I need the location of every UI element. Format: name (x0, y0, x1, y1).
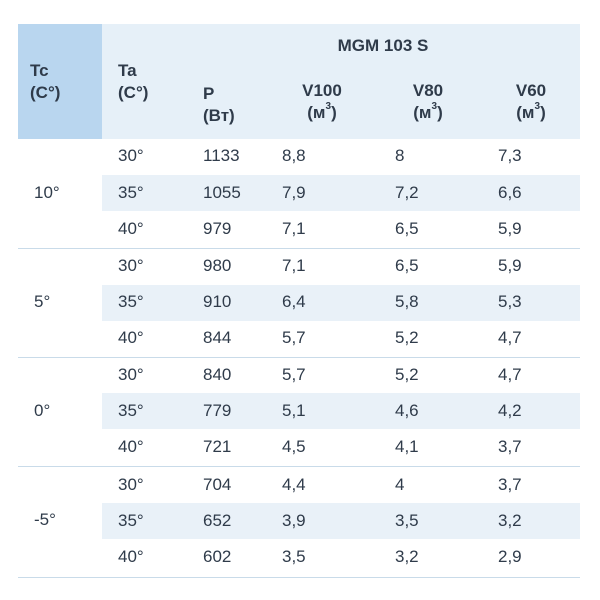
v60-cell: 6,6 (498, 183, 522, 202)
v60-cell: 4,7 (498, 365, 522, 384)
ta-cell: 40° (118, 328, 144, 347)
p-cell: 840 (203, 365, 232, 384)
v100-cell: 7,1 (282, 219, 306, 238)
v60-cell: 3,7 (498, 475, 522, 494)
ta-cell: 30° (118, 146, 144, 165)
v60-cell: 4,2 (498, 401, 522, 420)
table-title: MGM 103 S (337, 36, 429, 55)
performance-table (18, 24, 580, 578)
v80-cell: 3,2 (395, 547, 419, 566)
v60-cell: 4,7 (498, 328, 522, 347)
header-v80 (388, 80, 468, 124)
header-ta (118, 60, 148, 104)
p-cell: 779 (203, 401, 232, 420)
v60-cell: 2,9 (498, 547, 522, 566)
header-v60-label: V60 (515, 81, 547, 100)
header-p-unit: (Вт) (203, 106, 235, 125)
ta-cell: 35° (118, 401, 144, 420)
header-v80-unit: $(м^3)$ (413, 101, 443, 122)
p-cell: 721 (203, 437, 232, 456)
ta-cell: 30° (118, 365, 144, 384)
p-cell: 1055 (203, 183, 241, 202)
header-v100-unit: $(м^3)$ (307, 101, 337, 122)
ta-cell: 30° (118, 475, 144, 494)
ta-cell: 40° (118, 219, 144, 238)
group-divider (18, 357, 580, 358)
p-cell: 979 (203, 219, 232, 238)
header-v60 (491, 80, 571, 124)
v80-cell: 6,5 (395, 256, 419, 275)
header-ta-unit: (C°) (118, 83, 149, 102)
p-cell: 1133 (203, 146, 240, 165)
v100-cell: 8,8 (282, 146, 306, 165)
v80-cell: 4 (395, 475, 405, 494)
ta-cell: 35° (118, 511, 144, 530)
v100-cell: 5,1 (282, 401, 306, 420)
header-tc-label: Tc (30, 61, 49, 80)
header-v100-label: V100 (302, 81, 342, 100)
v80-cell: 5,8 (395, 292, 419, 311)
p-cell: 844 (203, 328, 232, 347)
tc-value: 0° (34, 401, 51, 420)
header-ta-label: Ta (118, 61, 137, 80)
v80-cell: 7,2 (395, 183, 419, 202)
v100-cell: 5,7 (282, 365, 306, 384)
table-bottom-rule (18, 577, 580, 578)
header-p (203, 83, 235, 127)
p-cell: 980 (203, 256, 232, 275)
v80-cell: 3,5 (395, 511, 419, 530)
group-divider (18, 248, 580, 249)
header-v100 (282, 80, 362, 124)
ta-cell: 40° (118, 437, 144, 456)
v100-cell: 6,4 (282, 292, 306, 311)
v100-cell: 3,5 (282, 547, 306, 566)
v60-cell: 5,3 (498, 292, 522, 311)
header-tc (30, 60, 60, 104)
v60-cell: 5,9 (498, 256, 522, 275)
v100-cell: 4,4 (282, 475, 306, 494)
p-cell: 602 (203, 547, 232, 566)
v60-cell: 3,7 (498, 437, 522, 456)
ta-cell: 40° (118, 547, 144, 566)
v100-cell: 7,9 (282, 183, 306, 202)
ta-cell: 35° (118, 292, 144, 311)
tc-value: -5° (34, 510, 56, 529)
ta-cell: 35° (118, 183, 144, 202)
tc-value: 5° (34, 292, 51, 311)
p-cell: 704 (203, 475, 232, 494)
v80-cell: 4,1 (395, 437, 419, 456)
p-cell: 910 (203, 292, 232, 311)
v80-cell: 5,2 (395, 328, 419, 347)
header-v60-unit: $(м^3)$ (516, 101, 546, 122)
v100-cell: 7,1 (282, 256, 306, 275)
v100-cell: 3,9 (282, 511, 306, 530)
header-v80-label: V80 (412, 81, 444, 100)
v100-cell: 4,5 (282, 437, 306, 456)
tc-value: 10° (34, 183, 60, 202)
group-divider (18, 466, 580, 467)
v80-cell: 8 (395, 146, 405, 165)
ta-cell: 30° (118, 256, 144, 275)
header-tc-unit: (C°) (30, 83, 61, 102)
v60-cell: 3,2 (498, 511, 522, 530)
v100-cell: 5,7 (282, 328, 306, 347)
header-p-label: P (203, 84, 215, 103)
v80-cell: 5,2 (395, 365, 419, 384)
v80-cell: 4,6 (395, 401, 419, 420)
v80-cell: 6,5 (395, 219, 419, 238)
v60-cell: 7,3 (498, 146, 522, 165)
p-cell: 652 (203, 511, 232, 530)
v60-cell: 5,9 (498, 219, 522, 238)
